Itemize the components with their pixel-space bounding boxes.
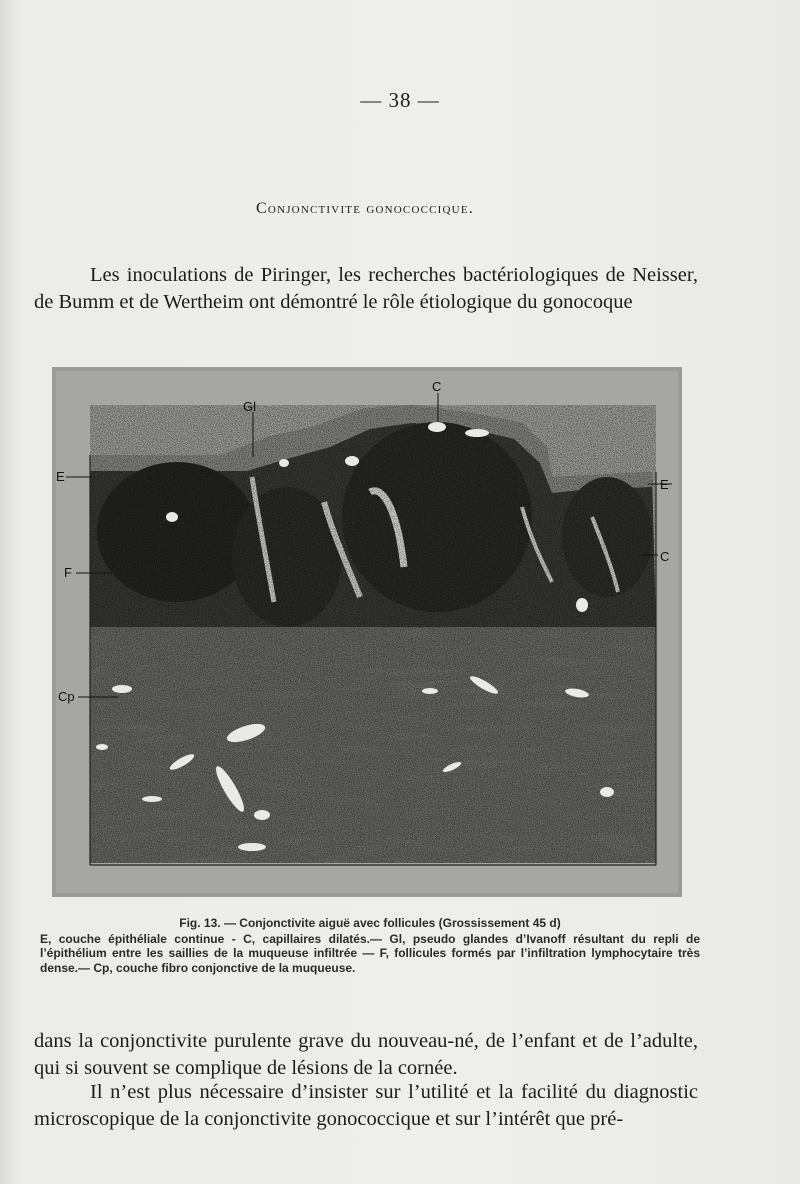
histology-figure xyxy=(52,367,682,897)
figure-label-e-right: E xyxy=(660,477,669,492)
paragraph-diagnosis: Il n’est plus nécessaire d’insister sur l’utilité et la facilité du diagnostic microscopique de la conjonctivite gonococcique et sur l’intérêt que pré- xyxy=(34,1081,698,1130)
figure-caption-legend: E, couche épithéliale continue - C, capillaires dilatés.— Gl, pseudo glandes d’Ivanoff résultant du repli de l’épithélium entre les saillies de la muqueuse infiltrée — F, follicules formés par l’infiltration lymphocytaire très dense.— Cp, couche fibro conjonctive de la muqueuse. xyxy=(40,931,700,975)
figure-label-cp: Cp xyxy=(58,689,75,704)
figure-caption xyxy=(40,916,700,975)
figure-label-c-top: C xyxy=(432,379,442,394)
figure-caption-title: Fig. 13. — Conjonctivite aiguë avec follicules (Grossissement 45 d) xyxy=(179,916,561,930)
page-number: — 38 — xyxy=(360,88,440,112)
figure-label-c-right: C xyxy=(660,549,670,564)
figure-label-e-left: E xyxy=(56,469,65,484)
figure-label-f: F xyxy=(64,565,72,580)
figure-label-gl: Gl xyxy=(243,399,256,414)
paragraph-continuation: dans la conjonctivite purulente grave du nouveau-né, de l’enfant et de l’adulte, qui si souvent se complique de lésions de la cornée. xyxy=(34,1030,698,1079)
section-title: Conjonctivite gonococcique. xyxy=(256,200,474,217)
paragraph-intro: Les inoculations de Piringer, les recherches bactériologiques de Neisser, de Bumm et de Wertheim ont démontré le rôle étiologique du gonocoque xyxy=(34,264,698,313)
